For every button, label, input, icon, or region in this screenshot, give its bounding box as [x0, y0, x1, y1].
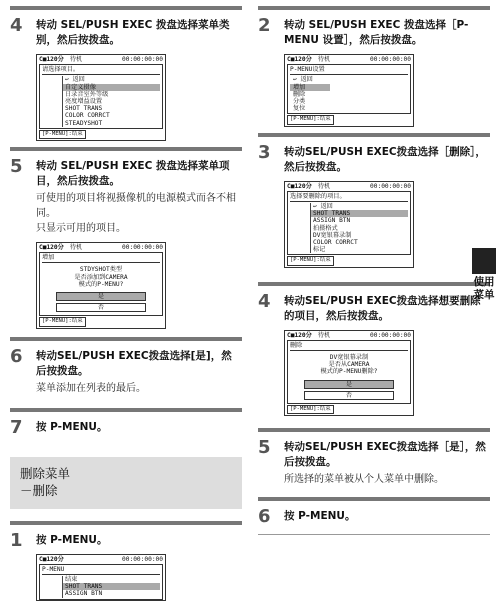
step-5-right: [258, 437, 490, 487]
menu-item[interactable]: ↩ 返回: [293, 76, 313, 84]
screen-footer: [P-MENU]:结束: [287, 256, 334, 265]
dialog-header: 增加: [42, 254, 160, 263]
rule: [258, 534, 490, 535]
step-number: 4: [258, 290, 271, 312]
standby-label: 待机: [317, 56, 331, 63]
step-text: 转动SEL/PUSH EXEC拨盘选择想要删除的项目，然后按拨盘。: [284, 294, 481, 322]
standby-label: 待机: [317, 182, 331, 190]
battery-indicator: C■120分: [287, 56, 312, 63]
step-text: 转动SEL/PUSH EXEC拨盘选择［是］，然后按拨盘。: [284, 441, 486, 469]
right-column: [258, 0, 490, 535]
step-note: 菜单添加在列表的最后。: [36, 382, 146, 394]
step-text: 转动SEL/PUSH EXEC拨盘选择［删除］，然后按拨盘。: [284, 145, 486, 173]
menu-panel: [39, 64, 163, 129]
step-note: 只显示可用的项目。: [36, 223, 126, 235]
no-button[interactable]: 否: [56, 303, 146, 312]
yes-button[interactable]: 是: [56, 292, 146, 301]
menu-header: P-MENU: [42, 566, 160, 575]
menu-item[interactable]: ASSIGN BTN: [62, 590, 160, 597]
menu-item[interactable]: 日录音室外等级: [62, 91, 160, 98]
lcd-screen-add-confirm: [36, 242, 166, 329]
battery-indicator: C■120分: [39, 555, 64, 563]
menu-item[interactable]: 拍摄格式: [310, 225, 408, 232]
step-number: 7: [10, 416, 23, 438]
menu-item-selected[interactable]: SHOT TRANS: [310, 210, 408, 217]
dialog-header: 删除: [290, 342, 408, 351]
screen-footer: [P-MENU]:结束: [39, 317, 86, 326]
menu-item[interactable]: 复位: [293, 105, 306, 113]
no-button[interactable]: 否: [304, 391, 394, 400]
step-number: 5: [10, 156, 23, 178]
step-note: 所选择的菜单被从个人菜单中删除。: [284, 474, 444, 486]
dialog-message: STDYSHOT类型 是否添加到CAMERA 模式的P-MENU?: [74, 266, 128, 288]
chapter-tab-label: 使用菜单: [473, 276, 495, 301]
step-number: 5: [258, 437, 271, 459]
status-bar: [37, 55, 165, 64]
timecode: 00:00:00:00: [122, 56, 163, 63]
status-bar: [37, 243, 165, 252]
menu-item[interactable]: ↩ 返回: [62, 76, 160, 83]
step-text: 按 P-MENU。: [284, 510, 356, 523]
menu-item[interactable]: STEADYSHOT: [62, 120, 160, 127]
screen-footer: [P-MENU]:结束: [287, 405, 334, 414]
dialog-panel: [287, 340, 411, 404]
menu-item[interactable]: 标记: [310, 246, 408, 253]
battery-indicator: C■120分: [39, 56, 64, 63]
step-number: 6: [258, 506, 271, 528]
step-number: 6: [10, 345, 23, 367]
step-text: 转动 SEL/PUSH EXEC 拨盘选择菜单类别，然后按拨盘。: [36, 19, 230, 46]
menu-item[interactable]: ↩ 返回: [310, 203, 408, 210]
step-note: 可使用的项目将视摄像机的电源模式而各不相同。: [36, 193, 236, 220]
lcd-screen-pmenu: [36, 554, 166, 601]
lcd-screen-categories: [36, 54, 166, 141]
step-2: [258, 15, 490, 48]
lcd-screen-delete-confirm: [284, 330, 414, 417]
status-bar: [285, 55, 413, 64]
screen-footer: [P-MENU]:结束: [287, 115, 334, 124]
dialog-panel: [39, 252, 163, 316]
timecode: 00:00:00:00: [370, 56, 411, 63]
battery-indicator: C■120分: [39, 244, 64, 252]
standby-label: 待机: [69, 56, 83, 63]
step-text: 按 P-MENU。: [36, 533, 108, 546]
step-4: [10, 15, 242, 48]
menu-item[interactable]: COLOR CORRCT: [62, 112, 160, 119]
status-bar: [285, 331, 413, 340]
timecode: 00:00:00:00: [122, 555, 163, 563]
step-4-right: [258, 290, 490, 324]
status-bar: [285, 182, 413, 191]
status-bar: [37, 555, 165, 564]
step-5: [10, 156, 242, 236]
menu-item-selected[interactable]: SHOT TRANS: [62, 583, 160, 590]
step-text: 按 P-MENU。: [36, 420, 108, 433]
menu-item[interactable]: COLOR CORRCT: [310, 239, 408, 246]
menu-panel: [287, 64, 411, 114]
section-title: 删除菜单: [20, 465, 71, 481]
timecode: 00:00:00:00: [370, 331, 411, 339]
timecode: 00:00:00:00: [122, 244, 163, 252]
menu-item[interactable]: 删除: [293, 90, 306, 98]
screen-footer: [P-MENU]:结束: [39, 130, 86, 139]
step-3: [258, 141, 490, 175]
step-text: 转动 SEL/PUSH EXEC 拨盘选择［P-MENU 设置］，然后按拨盘。: [284, 19, 469, 46]
menu-item-selected[interactable]: 增加: [290, 84, 330, 91]
step-number: 3: [258, 141, 271, 163]
step-text: 转动SEL/PUSH EXEC拨盘选择[是]，然后按拨盘。: [36, 349, 232, 377]
menu-panel: [287, 191, 411, 256]
menu-item-selected[interactable]: 自定义摄像: [62, 84, 160, 91]
step-number: 4: [10, 15, 23, 36]
step-6-right: [258, 506, 490, 528]
menu-item[interactable]: SHOT TRANS: [62, 105, 160, 112]
chapter-tab-marker: [472, 248, 496, 274]
menu-header: P-MENU设置: [290, 66, 408, 75]
lcd-screen-delete-select: [284, 181, 414, 268]
step-1: [10, 529, 242, 551]
menu-item[interactable]: 亮度增益设置: [62, 98, 160, 105]
menu-item[interactable]: DV宽银幕录制: [310, 232, 408, 239]
section-subtitle: －删除: [20, 482, 58, 498]
battery-indicator: C■120分: [287, 182, 312, 190]
step-7: [10, 416, 242, 438]
menu-item[interactable]: 结束: [62, 576, 160, 583]
step-number: 2: [258, 15, 271, 36]
standby-label: 待机: [317, 331, 331, 339]
standby-label: 待机: [69, 244, 83, 252]
dialog-message: DV宽银幕录制 是否从CAMERA 模式的P-MENU删除?: [320, 354, 378, 376]
yes-button[interactable]: 是: [304, 380, 394, 389]
left-column: [10, 0, 242, 601]
menu-panel: [39, 564, 163, 600]
step-text: 转动 SEL/PUSH EXEC 拨盘选择菜单项目，然后按拨盘。: [36, 160, 230, 188]
step-number: 1: [10, 529, 23, 551]
timecode: 00:00:00:00: [370, 182, 411, 190]
menu-header: 选择要删除的项目。: [290, 193, 408, 202]
section-heading-box: [10, 457, 242, 509]
step-6: [10, 345, 242, 396]
menu-header: 请选择项目。: [42, 66, 160, 75]
battery-indicator: C■120分: [287, 331, 312, 339]
menu-item[interactable]: ASSIGN BTN: [310, 217, 408, 224]
lcd-screen-pmenu-settings: [284, 54, 414, 127]
menu-item[interactable]: 分类: [293, 98, 306, 106]
